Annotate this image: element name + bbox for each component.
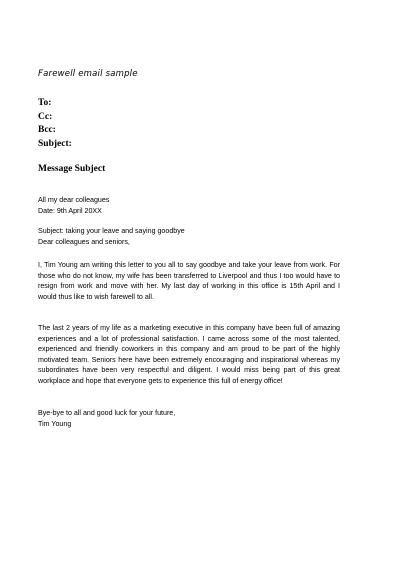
salutation-line: Dear colleagues and seniors,	[38, 237, 130, 246]
body-paragraph-1	[38, 260, 340, 302]
closing-block	[38, 408, 340, 429]
body-paragraph-2	[38, 323, 340, 387]
message-subject-heading: Message Subject	[38, 164, 106, 174]
date-line: Date: 9th April 20XX	[38, 206, 102, 215]
signature: Tim Young	[38, 419, 72, 428]
to-field-label: To:	[38, 98, 52, 108]
subject-line: Subject: taking your leave and saying goodbye	[38, 227, 185, 235]
cc-field-label: Cc:	[38, 111, 53, 122]
greeting-line: All my dear colleagues	[38, 196, 110, 204]
closing-line: Bye-bye to all and good luck for your future,	[38, 409, 176, 417]
subject-field-label: Subject:	[38, 138, 72, 149]
subject-block	[38, 226, 340, 247]
greeting-block	[38, 195, 340, 216]
bcc-field-label: Bcc:	[38, 125, 56, 136]
paragraph-text: I, Tim Young am writing this letter to you all to say goodbye and take your leave from work. For those who do not know, my wife has been transferred to Liverpool and thus I too would have to resign from work and move with her. My last day of working in this office is 15th April and I would thus like to wish farewell to all.	[38, 261, 340, 301]
email-header-fields	[38, 97, 72, 151]
document-title: Farewell email sample	[38, 69, 138, 79]
paragraph-text: The last 2 years of my life as a marketing executive in this company have been full of amazing experiences and a lot of professional satisfaction. I came across some of the most talented, experienced and friendly coworkers in this company and am proud to be part of the highly motivated team. Seniors here have been extremely encouraging and inspirational whereas my subordinates have been very respectful and diligent. I would miss being part of this great workplace and hope that everyone gets to experience this full of energy office!	[38, 324, 340, 385]
